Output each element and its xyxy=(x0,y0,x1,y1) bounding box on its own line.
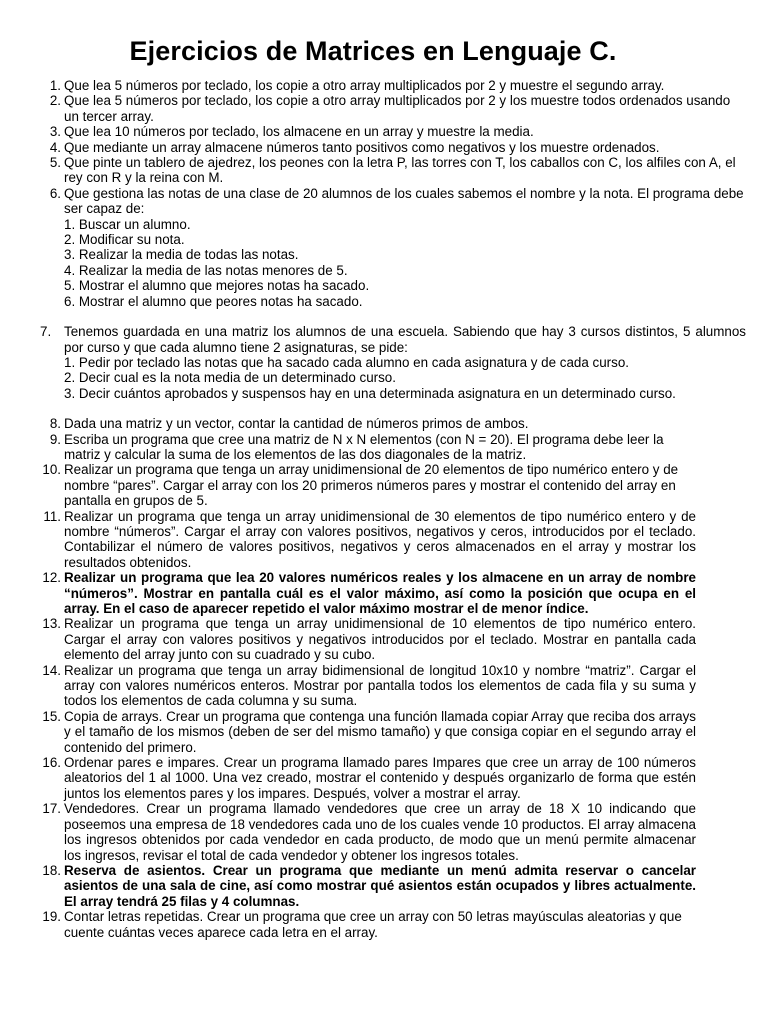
exercise-text: Realizar un programa que tenga un array unidimensional de 20 elementos de tipo numérico entero y de nombre “pares”. Cargar el array con los 20 primeros números pares y mostrar el contenido del array en pantalla en grupos de 5. xyxy=(64,462,679,509)
subitem: 4. Realizar la media de las notas menores de 5. xyxy=(64,262,348,278)
exercise-number: 6. xyxy=(49,185,61,201)
exercise-number: 5. xyxy=(49,155,61,171)
exercise-item-1 xyxy=(0,78,746,93)
exercise-number: 18. xyxy=(42,862,61,878)
subitem: 3. Decir cuántos aprobados y suspensos hay en una determinada asignatura en un determinado curso. xyxy=(64,385,676,401)
exercise-text: Contar letras repetidas. Crear un programa que cree un array con 50 letras mayúsculas aleatorias y que cuente cuántas veces aparece cada letra en el array. xyxy=(64,909,682,940)
exercise-number: 19. xyxy=(42,909,61,925)
exercise-text: Reserva de asientos. Crear un programa que mediante un menú admita reservar o cancelar asientos de una sala de cine, así como mostrar qué asientos están ocupados y libres actualmente. El array tendrá 25 filas y 4 columnas. xyxy=(64,862,696,909)
exercise-text: Que lea 5 números por teclado, los copie a otro array multiplicados por 2 y los muestre todos ordenados usando un tercer array. xyxy=(64,93,731,124)
exercise-text: Tenemos guardada en una matriz los alumnos de una escuela. Sabiendo que hay 3 cursos distintos, 5 alumnos por curso y que cada alumno tiene 2 asignaturas, se pide: xyxy=(64,324,746,355)
exercise-item-6 xyxy=(0,186,746,309)
subitem: 3. Realizar la media de todas las notas. xyxy=(64,247,299,263)
exercise-text: Que pinte un tablero de ajedrez, los peones con la letra P, las torres con T, los caballos con C, los alfiles con A, el rey con R y la reina con M. xyxy=(64,155,736,186)
exercise-item-8 xyxy=(0,416,746,431)
subitem: 2. Decir cual es la nota media de un determinado curso. xyxy=(64,370,396,386)
exercise-text: Copia de arrays. Crear un programa que contenga una función llamada copiar Array que reciba dos arrays y el tamaño de los mismos (deben de ser del mismo tamaño) y que consiga copiar en el segundo array el contenido del primero. xyxy=(64,708,696,755)
exercise-text: Dada una matriz y un vector, contar la cantidad de números primos de ambos. xyxy=(64,416,529,432)
exercise-item-16 xyxy=(0,755,746,801)
exercise-list xyxy=(0,78,746,940)
exercise-number: 16. xyxy=(42,755,61,771)
subitem: 1. Buscar un alumno. xyxy=(64,216,191,232)
exercise-text: Que lea 5 números por teclado, los copie a otro array multiplicados por 2 y muestre el segundo array. xyxy=(64,78,665,93)
exercise-text: Escriba un programa que cree una matriz de N x N elementos (con N = 20). El programa debe leer la matriz y calcular la suma de los elementos de las dos diagonales de la matriz. xyxy=(64,431,664,462)
exercise-item-11 xyxy=(0,509,746,571)
exercise-number: 15. xyxy=(42,708,61,724)
exercise-number: 17. xyxy=(42,801,61,817)
exercise-text: Realizar un programa que tenga un array unidimensional de 10 elementos de tipo numérico entero. Cargar el array con valores positivos y negativos introducidos por el teclado. Mostrar en pantalla cada elemento del array junto con su cuadrado y su cubo. xyxy=(64,616,696,663)
subitem: 6. Mostrar el alumno que peores notas ha sacado. xyxy=(64,293,363,309)
exercise-item-2 xyxy=(0,93,746,124)
exercise-item-12 xyxy=(0,570,746,616)
subitem: 2. Modificar su nota. xyxy=(64,232,185,248)
exercise-number: 9. xyxy=(49,431,61,447)
exercise-number: 4. xyxy=(49,139,61,155)
exercise-item-17 xyxy=(0,801,746,863)
exercise-item-13 xyxy=(0,616,746,662)
exercise-item-9 xyxy=(0,432,746,463)
subitem: 1. Pedir por teclado las notas que ha sacado cada alumno en cada asignatura y de cada curso. xyxy=(64,354,630,370)
exercise-number: 7. xyxy=(40,324,52,340)
exercise-text: Realizar un programa que tenga un array bidimensional de longitud 10x10 y nombre “matriz”. Cargar el array con valores numéricos enteros. Mostrar por pantalla todos los elementos de cada fila y su suma y todos los elementos de cada columna y su suma. xyxy=(64,662,696,709)
exercise-text: Que gestiona las notas de una clase de 20 alumnos de los cuales sabemos el nombre y la nota. El programa debe ser capaz de: xyxy=(64,185,744,217)
exercise-text: Vendedores. Crear un programa llamado vendedores que cree un array de 18 X 10 indicando que poseemos una empresa de 18 vendedores cada uno de los cuales vende 10 productos. El array almacena los ingresos obtenidos por cada vendedor en cada producto, de modo que un menú permite almacenar los ingresos, revisar el total de cada vendedor y obtener los ingresos totales. xyxy=(64,801,696,863)
exercise-item-10 xyxy=(0,462,746,508)
exercise-number: 12. xyxy=(42,570,61,586)
exercise-item-18 xyxy=(0,863,746,909)
exercise-text: Que mediante un array almacene números tanto positivos como negativos y los muestre ordenados. xyxy=(64,139,660,155)
document-title: Ejercicios de Matrices en Lenguaje C. xyxy=(129,36,617,66)
exercise-text: Ordenar pares e impares. Crear un programa llamado pares Impares que cree un array de 100 números aleatorios del 1 al 1000. Una vez creado, mostrar el contenido y después organizarlo de forma que estén juntos los elementos pares y los impares. Después, volver a mostrar el array. xyxy=(64,755,696,801)
exercise-number: 14. xyxy=(42,662,61,678)
exercise-text: Que lea 10 números por teclado, los almacene en un array y muestre la media. xyxy=(64,124,534,140)
subitem: 5. Mostrar el alumno que mejores notas ha sacado. xyxy=(64,278,370,294)
exercise-item-19 xyxy=(0,909,746,940)
exercise-number: 11. xyxy=(43,508,61,524)
exercise-number: 1. xyxy=(49,78,61,93)
exercise-text: Realizar un programa que tenga un array unidimensional de 30 elementos de tipo numérico entero y de nombre “números”. Cargar el array con valores positivos, negativos y ceros, introducidos por el teclado. Contabilizar el número de valores positivos, negativos y ceros almacenados en el array y mostrar los resultados obtenidos. xyxy=(64,508,696,570)
exercise-item-15 xyxy=(0,709,746,755)
exercise-number: 3. xyxy=(49,124,61,140)
exercise-item-3 xyxy=(0,124,746,139)
exercise-item-5 xyxy=(0,155,746,186)
exercise-number: 2. xyxy=(49,93,61,109)
exercise-text: Realizar un programa que lea 20 valores numéricos reales y los almacene en un array de nombre “números”. Mostrar en pantalla cuál es el valor máximo, así como la posición que ocupa en el array. En el caso de aparecer repetido el valor máximo mostrar el de menor índice. xyxy=(64,570,696,616)
exercise-item-14 xyxy=(0,663,746,709)
exercise-number: 8. xyxy=(49,416,61,432)
exercise-number: 10. xyxy=(42,462,61,478)
exercise-item-4 xyxy=(0,140,746,155)
exercise-item-7 xyxy=(0,324,746,401)
exercise-number: 13. xyxy=(42,616,61,632)
